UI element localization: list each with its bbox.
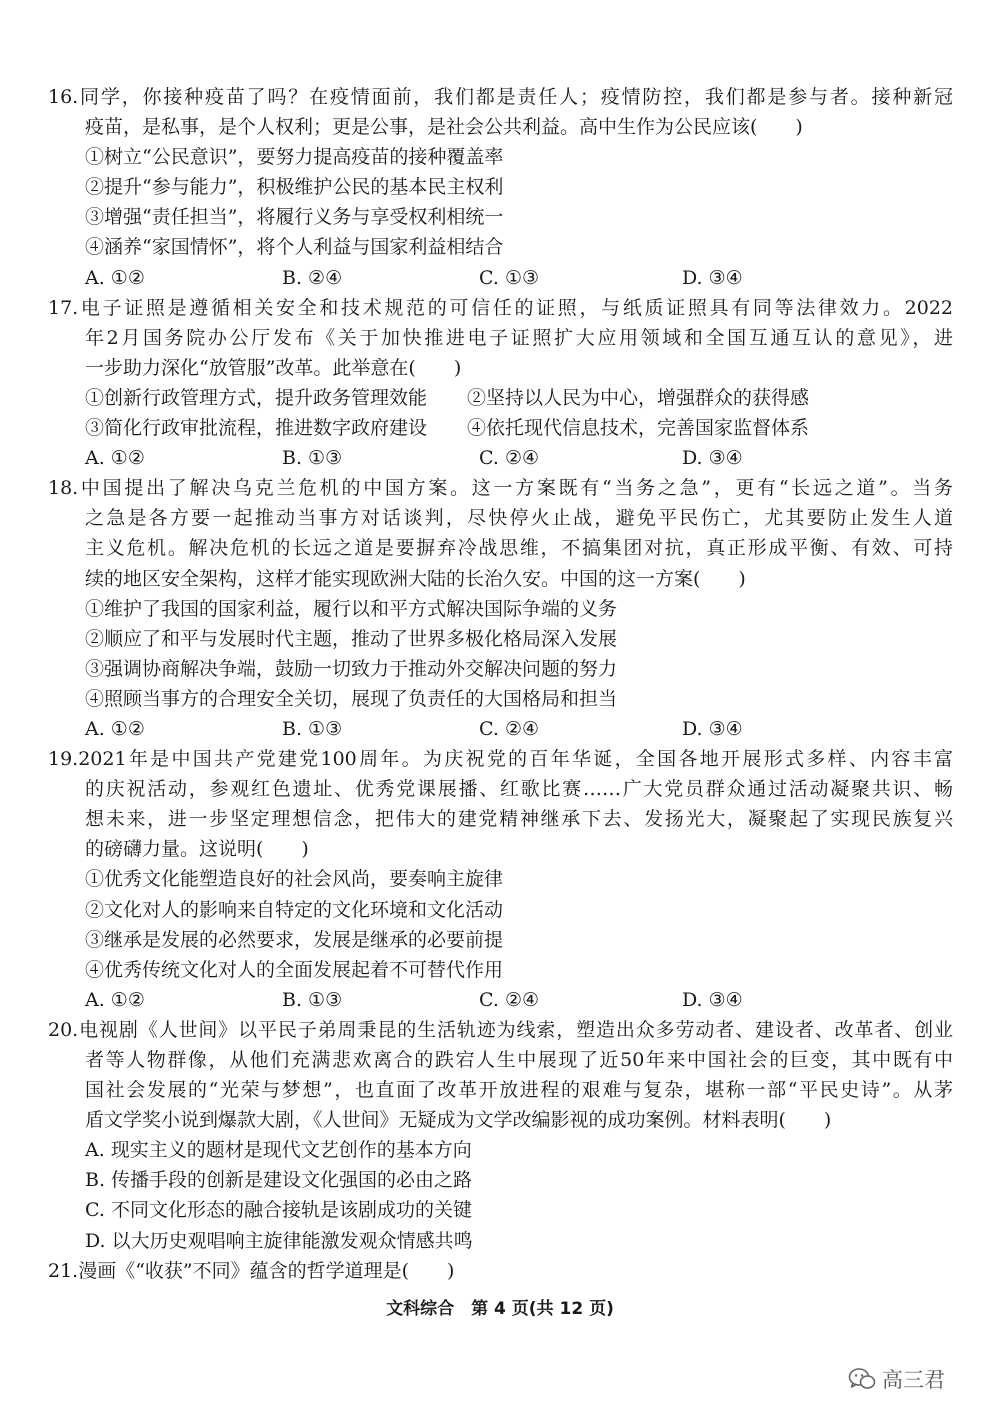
question-stem-line: 的庆祝活动，参观红色遗址、优秀党课展播、红歌比赛……广大党员群众通过活动凝聚共识、畅 (85, 778, 953, 801)
question-stem-line: 续的地区安全架构，这样才能实现欧洲大陆的长治久安。中国的这一方案( ) (85, 567, 746, 590)
option-a: A. ①② (85, 717, 145, 740)
question-stem-line: 20.电视剧《人世间》以平民子弟周秉昆的生活轨迹为线索，塑造出众多劳动者、建设者、改革者、创业 (48, 1018, 953, 1041)
statement: ④优秀传统文化对人的全面发展起着不可替代作用 (85, 958, 504, 981)
question-18 (48, 473, 953, 744)
question-stem-line: 16.同学，你接种疫苗了吗？在疫情面前，我们都是责任人；疫情防控，我们都是参与者。接种新冠 (48, 86, 953, 108)
option-c: C. ②④ (479, 988, 540, 1011)
statement: ④涵养“家国情怀”，将个人利益与国家利益相结合 (85, 236, 504, 259)
statement: ①树立“公民意识”，要努力提高疫苗的接种覆盖率 (85, 146, 504, 169)
choice-c: C. 不同文化形态的融合接轨是该剧成功的关键 (85, 1199, 472, 1222)
option-b: B. ①③ (282, 988, 343, 1011)
choice-b: B. 传播手段的创新是建设文化强国的必由之路 (85, 1169, 473, 1192)
statement: ④依托现代信息技术，完善国家监督体系 (467, 417, 810, 440)
question-stem-line: 21.漫画《“收获”不同》蕴含的哲学道理是( ) (48, 1259, 455, 1282)
statement: ②坚持以人民为中心，增强群众的获得感 (467, 386, 810, 409)
question-stem-line: 者等人物群像，从他们充满悲欢离合的跌宕人生中展现了近50年来中国社会的巨变，其中既有中 (85, 1049, 953, 1071)
option-d: D. ③④ (682, 717, 743, 740)
exam-page (48, 82, 953, 1286)
statement: ①维护了我国的国家利益，履行以和平方式解决国际争端的义务 (85, 597, 618, 620)
statement: ③简化行政审批流程，推进数字政府建设 (85, 417, 428, 440)
question-stem-line: 17.电子证照是遵循相关安全和技术规范的可信任的证照，与纸质证照具有同等法律效力。2022 (48, 296, 953, 319)
question-stem-line: 疫苗，是私事，是个人权利；更是公事，是社会公共利益。高中生作为公民应该( ) (85, 116, 803, 139)
option-d: D. ③④ (682, 447, 743, 470)
statement: ①创新行政管理方式，提升政务管理效能 (85, 386, 428, 409)
answer-options (48, 714, 953, 744)
question-stem-line: 主义危机。解决危机的长远之道是要摒弃冷战思维，不搞集团对抗，真正形成平衡、有效、可持 (85, 537, 953, 560)
option-c: C. ②④ (479, 717, 540, 740)
option-c: C. ①③ (479, 266, 540, 289)
option-a: A. ①② (85, 988, 145, 1011)
question-stem-line: 盾文学奖小说到爆款大剧，《人世间》无疑成为文学改编影视的成功案例。材料表明( ) (85, 1109, 832, 1132)
question-19 (48, 744, 953, 1015)
answer-options (48, 985, 953, 1015)
statement: ③强调协商解决争端，鼓励一切致力于推动外交解决问题的努力 (85, 657, 618, 680)
choice-a: A. 现实主义的题材是现代文艺创作的基本方向 (85, 1139, 472, 1162)
option-b: B. ①③ (282, 447, 343, 470)
choice-d: D. 以大历史观唱响主旋律能激发观众情感共鸣 (85, 1229, 473, 1252)
option-b: B. ①③ (282, 717, 343, 740)
question-stem-line: 年2月国务院办公厅发布《关于加快推进电子证照扩大应用领域和全国互通互认的意见》，进 (85, 326, 953, 349)
question-stem-line: 一步助力深化“放管服”改革。此举意在( ) (85, 356, 462, 379)
answer-options (48, 443, 953, 473)
question-stem-line: 18.中国提出了解决乌克兰危机的中国方案。这一方案既有“当务之急”，更有“长远之道”。当务 (48, 477, 953, 500)
question-stem-line: 19.2021年是中国共产党建党100周年。为庆祝党的百年华诞，全国各地开展形式多样、内容丰富 (48, 748, 953, 771)
option-a: A. ①② (85, 266, 145, 289)
answer-options (48, 263, 953, 293)
question-stem-line: 的磅礴力量。这说明( ) (85, 838, 309, 861)
question-17 (48, 293, 953, 474)
question-16 (48, 82, 953, 293)
question-stem-line: 国社会发展的“光荣与梦想”，也直面了改革开放进程的艰难与复杂，堪称一部“平民史诗”。从茅 (85, 1079, 953, 1102)
statement-row (48, 413, 953, 443)
option-c: C. ②④ (479, 447, 540, 470)
statement: ①优秀文化能塑造良好的社会风尚，要奏响主旋律 (85, 868, 504, 891)
option-b: B. ②④ (282, 266, 343, 289)
statement-row (48, 383, 953, 413)
wechat-icon (848, 1367, 876, 1391)
option-d: D. ③④ (682, 988, 743, 1011)
option-a: A. ①② (85, 447, 145, 470)
statement: ③继承是发展的必然要求，发展是继承的必要前提 (85, 928, 504, 951)
statement: ④照顾当事方的合理安全关切，展现了负责任的大国格局和担当 (85, 687, 618, 710)
page-footer: 文科综合 第 4 页(共 12 页) (386, 1299, 614, 1319)
watermark (848, 1364, 945, 1394)
watermark-text: 高三君 (882, 1368, 945, 1392)
statement: ②提升“参与能力”，积极维护公民的基本民主权利 (85, 176, 504, 199)
statement: ③增强“责任担当”，将履行义务与享受权利相统一 (85, 206, 504, 229)
question-20 (48, 1015, 953, 1256)
option-d: D. ③④ (682, 266, 743, 289)
question-stem-line: 之急是各方要一起推动当事方对话谈判，尽快停火止战，避免平民伤亡，尤其要防止发生人道 (85, 507, 953, 530)
question-stem-line: 想未来，进一步坚定理想信念，把伟大的建党精神继承下去、发扬光大，凝聚起了实现民族复兴 (85, 808, 953, 831)
statement: ②文化对人的影响来自特定的文化环境和文化活动 (85, 898, 504, 921)
question-21 (48, 1256, 953, 1286)
statement: ②顺应了和平与发展时代主题，推动了世界多极化格局深入发展 (85, 627, 618, 650)
